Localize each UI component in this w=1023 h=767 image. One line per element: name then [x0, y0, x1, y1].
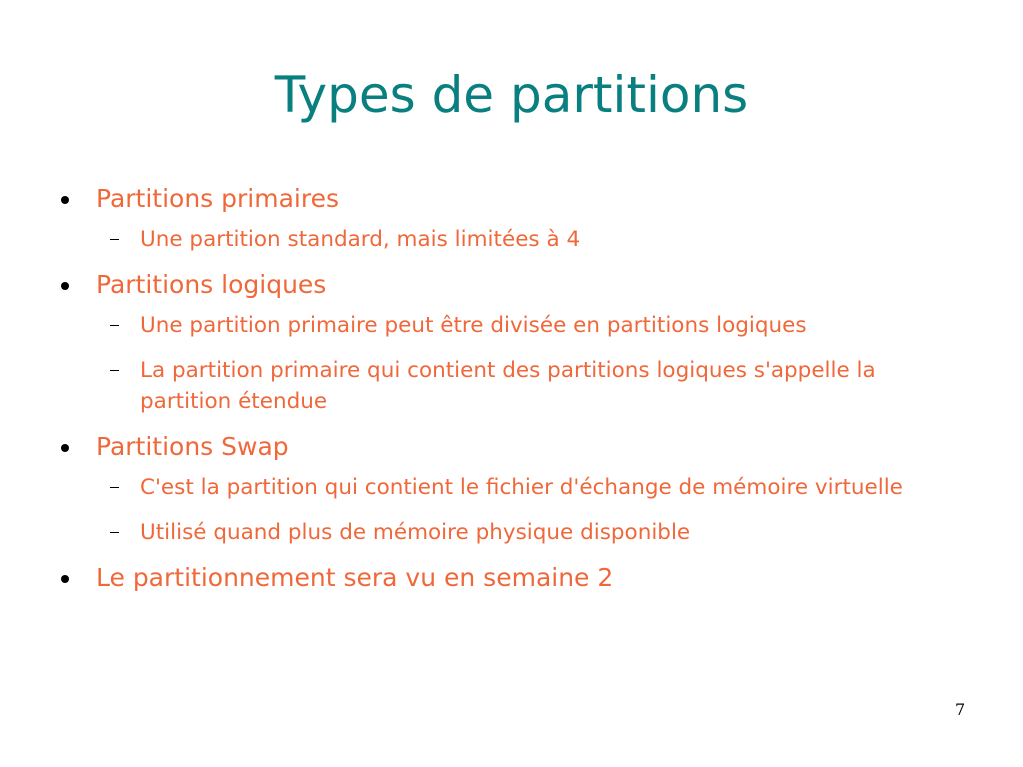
sub-bullet-text: C'est la partition qui contient le fichier d'échange de mémoire virtuelle: [140, 475, 903, 500]
dash-icon: [110, 532, 119, 533]
dash-icon: [110, 487, 119, 488]
bullet-text: Partitions primaires: [96, 184, 340, 213]
sub-bullet: [60, 355, 970, 417]
sub-bullet-text: Une partition primaire peut être divisée en partitions logiques: [140, 313, 807, 338]
bullet-dot-icon: [61, 196, 69, 204]
dash-icon: [110, 370, 119, 371]
dash-icon: [110, 239, 119, 240]
dash-icon: [110, 325, 119, 326]
bullet-partitionnement: [60, 562, 970, 594]
sub-bullet: [60, 310, 970, 341]
bullet-partitions-swap: [60, 431, 970, 463]
sub-bullet: [60, 472, 970, 503]
bullet-text: Partitions logiques: [96, 270, 327, 299]
bullet-partitions-primaires: [60, 183, 970, 215]
sub-bullet-text: Utilisé quand plus de mémoire physique disponible: [140, 520, 691, 545]
sub-bullet: [60, 517, 970, 548]
bullet-dot-icon: [61, 282, 69, 290]
bullet-dot-icon: [61, 444, 69, 452]
sub-bullet-text: Une partition standard, mais limitées à 4: [140, 227, 581, 252]
page-number: 7: [955, 700, 966, 719]
bullet-text: Partitions Swap: [96, 432, 289, 461]
sub-bullet: [60, 224, 970, 255]
bullet-partitions-logiques: [60, 269, 970, 301]
slide-title: Types de partitions: [274, 66, 749, 124]
bullet-dot-icon: [61, 575, 69, 583]
sub-bullet-text: La partition primaire qui contient des partitions logiques s'appelle la partition étendue: [140, 358, 876, 414]
slide-content: [60, 183, 970, 603]
bullet-text: Le partitionnement sera vu en semaine 2: [96, 563, 614, 592]
